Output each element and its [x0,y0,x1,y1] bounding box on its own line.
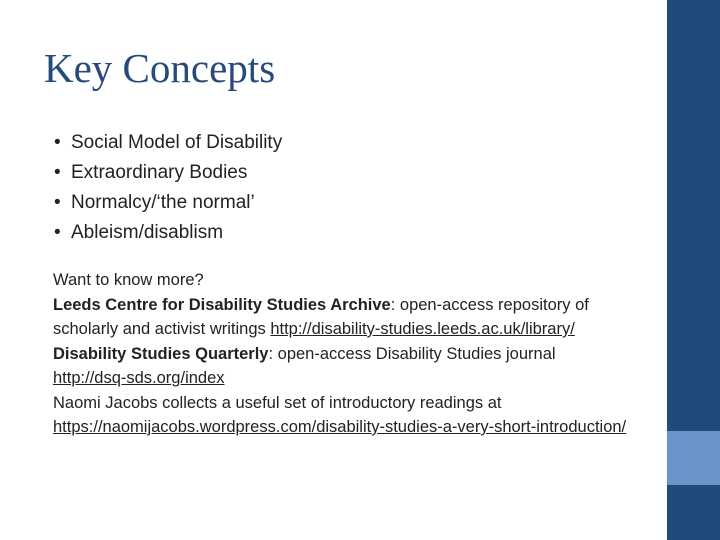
leeds-archive-link[interactable]: http://disability-studies.leeds.ac.uk/library/ [270,320,575,338]
list-item [54,158,282,188]
list-item [54,128,282,158]
list-item [54,188,282,218]
list-item-label: Extraordinary Bodies [71,162,248,183]
list-item-label: Social Model of Disability [71,132,283,153]
side-bar [667,0,720,540]
resource-leeds [53,293,638,342]
side-accent-block [667,431,720,485]
resource-name: Leeds Centre for Disability Studies Archive [53,295,391,314]
bullet-icon: • [54,132,61,153]
intro-text: Want to know more? [53,271,204,289]
resource-dsq [53,342,638,391]
resource-desc: Naomi Jacobs collects a useful set of introductory readings at [53,393,502,412]
bullet-icon: • [54,162,61,183]
resources-block [53,268,638,440]
resource-name: Disability Studies Quarterly [53,344,269,363]
concept-list [54,128,282,248]
resource-desc: : open-access Disability Studies journal [268,344,556,363]
list-item [54,218,282,248]
bullet-icon: • [54,192,61,213]
jacobs-readings-link[interactable]: https://naomijacobs.wordpress.com/disability-studies-a-very-short-introduction/ [53,418,627,436]
resource-desc: : open-access repository of scholarly and activist writings [53,295,589,338]
list-item-label: Ableism/disablism [71,222,224,243]
resource-jacobs [53,391,638,440]
slide-title: Key Concepts [44,45,276,91]
list-item-label: Normalcy/‘the normal’ [71,192,255,213]
dsq-link[interactable]: http://dsq-sds.org/index [53,369,225,387]
bullet-icon: • [54,222,61,243]
